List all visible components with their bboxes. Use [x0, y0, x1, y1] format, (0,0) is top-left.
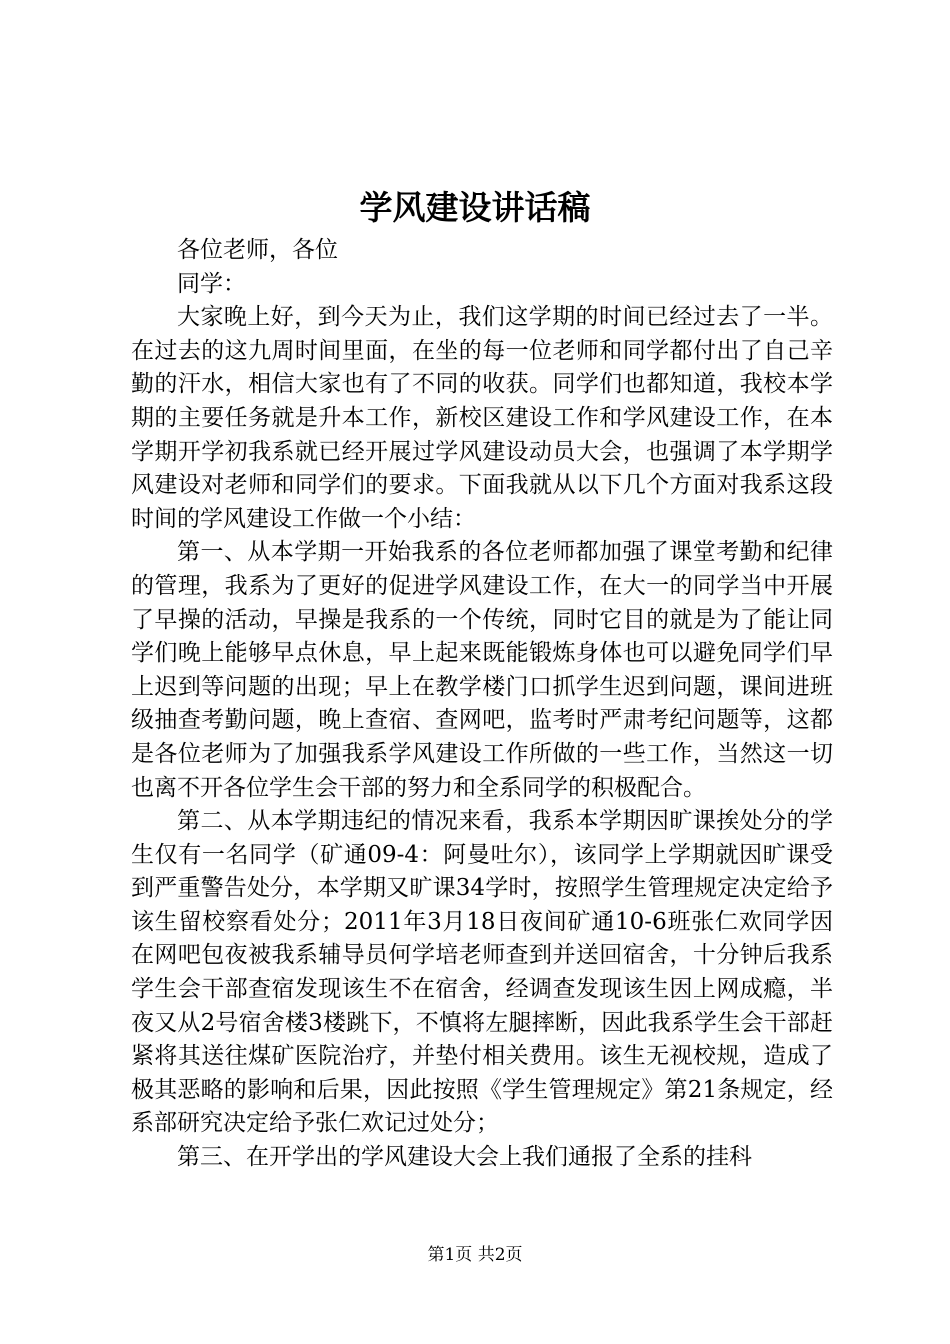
paragraph-third: 第三、在开学出的学风建设大会上我们通报了全系的挂科: [177, 1144, 752, 1171]
paragraph-intro: 大家晚上好，到今天为止，我们这学期的时间已经过去了一半。在过去的这九周时间里面，在坐的每一位老师和同学都付出了自己辛勤的汗水，相信大家也有了不同的收获。同学们也都知道，我校本学期的主要任务就是升本工作，新校区建设工作和学风建设工作，在本学期开学初我系就已经开展过学风建设动员大会，也强调了本学期学风建设对老师和同学们的要求。下面我就从以下几个方面对我系这段时间的学风建设工作做一个小结：: [131, 304, 833, 532]
salutation-line-2: 同学：: [177, 270, 246, 297]
paragraph-first: 第一、从本学期一开始我系的各位老师都加强了课堂考勤和纪律的管理，我系为了更好的促进学风建设工作，在大一的同学当中开展了早操的活动，早操是我系的一个传统，同时它目的就是为了能让同学们晚上能够早点休息，早上起来既能锻炼身体也可以避免同学们早上迟到等问题的出现；早上在教学楼门口抓学生迟到问题，课间进班级抽查考勤问题，晚上查宿、查网吧，监考时严肃考纪问题等，这都是各位老师为了加强我系学风建设工作所做的一些工作，当然这一切也离不开各位学生会干部的努力和全系同学的积极配合。: [131, 539, 833, 801]
page-number-footer: 第1页 共2页: [427, 1245, 523, 1265]
document-body: [131, 234, 833, 1175]
paragraph-second: 第二、从本学期违纪的情况来看，我系本学期因旷课挨处分的学生仅有一名同学（矿通09-4：阿曼吐尔），该同学上学期就因旷课受到严重警告处分，本学期又旷课34学时，按照学生管理规定决定给予该生留校察看处分；2011年3月18日夜间矿通10-6班张仁欢同学因在网吧包夜被我系辅导员何学培老师查到并送回宿舍，十分钟后我系学生会干部查宿发现该生不在宿舍，经调查发现该生因上网成瘾，半夜又从2号宿舍楼3楼跳下，不慎将左腿摔断，因此我系学生会干部赶紧将其送往煤矿医院治疗，并垫付相关费用。该生无视校规，造成了极其恶略的影响和后果，因此按照《学生管理规定》第21条规定，经系部研究决定给予张仁欢记过处分；: [131, 808, 833, 1137]
salutation-line-1: 各位老师，各位: [177, 237, 338, 263]
document-title: 学风建设讲话稿: [359, 188, 591, 227]
